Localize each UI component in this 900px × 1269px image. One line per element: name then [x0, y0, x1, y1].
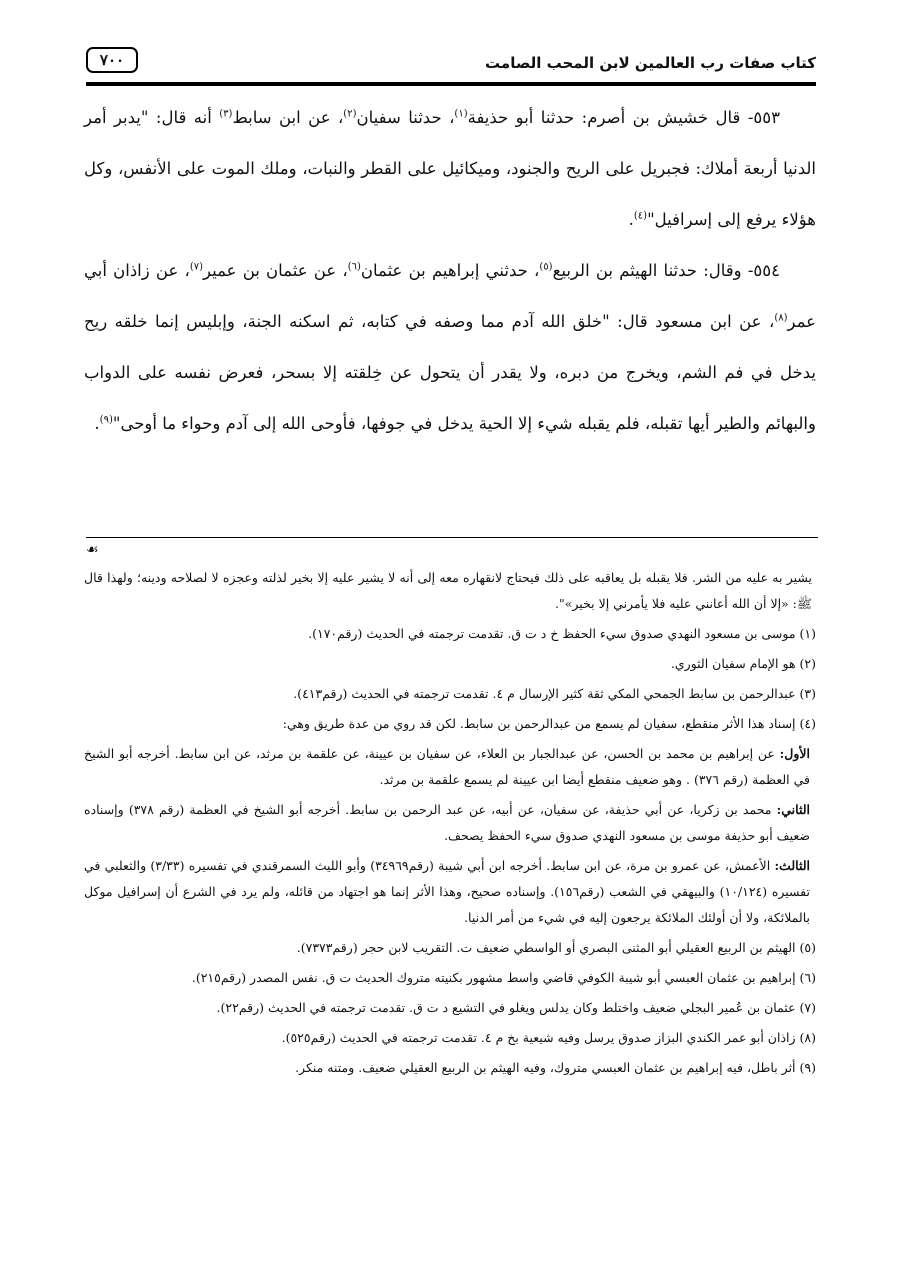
footnote-ref: (٣)	[219, 108, 233, 120]
footnote-5: (٥) الهيثم بن الربيع العقيلي أبو المثنى البصري أو الواسطي ضعيف ت. التقريب لابن حجر (رقم٧٣٧٣).	[296, 940, 816, 955]
text-segment: ولهذا قال ﷺ: «إلا أن الله أعانني عليه فلا يأمرني إلا بخير»".	[84, 570, 812, 611]
footnotes	[84, 565, 816, 1085]
text-segment: ، عن عثمان بن عمير	[203, 261, 348, 280]
text-segment: .	[94, 414, 100, 433]
footnote-ref: (٧)	[189, 261, 204, 273]
route-label: الثالث:	[774, 858, 810, 873]
book-title: كتاب صفات رب العالمين لابن المحب الصامت	[485, 54, 816, 72]
text-segment: ، عن ابن سابط	[232, 108, 344, 127]
fleuron-icon: ☙	[86, 542, 99, 558]
footnote-ref: (٢)	[343, 108, 357, 120]
text-segment: أنه قال: "يدبر أمر الدنيا أربعة أملاك: فجبريل على الريح والجنود، وميكائيل على القطر والنبات، وملك الموت على الأنفس، وكل هؤلاء يرفع إلى إسرافيل"	[84, 108, 816, 229]
text-segment: يشير به عليه من الشر. فلا يقبله بل يعاقبه على ذلك فيحتاج لانقهاره معه إلى أنه لا يشير عليه إلا بخير لذلته وعجزه لا لصلاحه ودينه؛	[137, 570, 813, 585]
footnote-ref: (٤)	[633, 210, 648, 222]
footnote-1: (١) موسى بن مسعود النهدي صدوق سيء الحفظ خ د ت ق. تقدمت ترجمته في الحديث (رقم١٧٠).	[308, 626, 816, 641]
route-label: الأول:	[779, 746, 810, 761]
footnote-3: (٣) عبدالرحمن بن سابط الجمحي المكي ثقة كثير الإرسال م ٤. تقدمت ترجمته في الحديث (رقم٤١٣).	[293, 686, 816, 701]
footnote-2: (٢) هو الإمام سفيان الثوري.	[670, 656, 816, 671]
footnote-divider	[86, 537, 818, 538]
text-segment: ، عن زاذان أبي عمر	[84, 261, 816, 331]
text-segment: ، حدثني إبراهيم بن عثمان	[360, 261, 540, 280]
text-segment: ٥٥٤- وقال: حدثنا الهيثم بن الربيع	[552, 261, 780, 280]
text-segment: ٥٥٣- قال خشيش بن أصرم: حدثنا أبو حذيفة	[467, 108, 781, 127]
footnote-9: (٩) أثر باطل، فيه إبراهيم بن عثمان العبسي متروك، وفيه الهيثم بن الربيع العقيلي ضعيف. ومتنه منكر.	[295, 1060, 816, 1075]
text-segment: الأعمش، عن عمرو بن مرة، عن ابن سابط. أخرجه ابن أبي شيبة (رقم٣٤٩٦٩) وأبو الليث السمرقندي في تفسيره (٣/٣٣) والثعلبي في تفسيره (١٠/١٢٤) والبيهقي في الشعب (رقم١٥٦). وإسناده صحيح، وهذا الأثر إنما هو اجتهاد من قائله، ولم يرد في الشرع أن إسرافيل موكل بالملائكة، ولا أن أولئك الملائكة يرجعون إليه في شيء من أمر الدنيا.	[84, 858, 810, 925]
footnote-7: (٧) عثمان بن عُمير البجلي ضعيف واختلط وكان يدلس ويغلو في التشيع د ت ق. تقدمت ترجمته في الحديث (رقم٢٢).	[216, 1000, 816, 1015]
footnote-4: (٤) إسناد هذا الأثر منقطع، سفيان لم يسمع من عبدالرحمن بن سابط. لكن قد روي من عدة طريق وهي:	[282, 716, 816, 731]
main-text	[84, 92, 816, 449]
text-segment: ، عن ابن مسعود قال: "خلق الله آدم مما وصفه في كتابه، ثم اسكنه الجنة، وإبليس إنما خلقه ريح يدخل في فم الشم، ويخرج من دبره، ولا يقدر أن يتحول عن خِلقته إلا بسحر، فعرض نفسه على الدواب والبهائم والطير أيها تقبله، فلم يقبله شيء إلا الحية يدخل في جوفها، فأوحى الله إلى آدم وحواء ما أوحى"	[84, 312, 816, 433]
footnote-ref: (١)	[454, 108, 468, 120]
footnote-6: (٦) إبراهيم بن عثمان العبسي أبو شيبة الكوفي قاضي واسط مشهور بكنيته متروك الحديث ت ق. نفس المصدر (رقم٢١٥).	[191, 970, 816, 985]
page-number: ٧٠٠	[86, 47, 138, 73]
footnote-8: (٨) زاذان أبو عمر الكندي البزاز صدوق يرسل وفيه شيعية بخ م ٤. تقدمت ترجمته في الحديث (رقم٥٢٥).	[281, 1030, 816, 1045]
text-segment: .	[628, 210, 634, 229]
footnote-continuation	[84, 565, 816, 617]
text-segment: ، حدثنا سفيان	[356, 108, 455, 127]
narration-553	[84, 92, 816, 245]
footnote-4-route-1	[84, 741, 816, 793]
page-header	[86, 44, 816, 86]
footnote-4-route-3	[84, 853, 816, 931]
text-segment: عن إبراهيم بن محمد بن الحسن، عن عبدالجبار بن العلاء، عن سفيان بن عيينة، عن علقمة بن مرثد، عن ابن سابط. أخرجه أبو الشيخ في العظمة (رقم ٣٧٦) . وهو ضعيف منقطع أيضا ابن عيينة لم يسمع علقمة بن مرثد.	[84, 746, 810, 787]
footnote-ref: (٥)	[539, 261, 553, 273]
footnote-4-route-2	[84, 797, 816, 849]
footnote-ref: (٦)	[347, 261, 361, 273]
footnote-ref: (٨)	[774, 312, 788, 324]
footnote-ref: (٩)	[99, 414, 113, 426]
route-label: الثاني:	[776, 802, 810, 817]
text-segment: محمد بن زكريا، عن أبي حذيفة، عن سفيان، عن أبيه، عن عبد الرحمن بن سابط. أخرجه أبو الشيخ في العظمة (رقم ٣٧٨) وإسناده ضعيف أبو حذيفة موسى بن مسعود النهدي صدوق سيء الحفظ يصحف.	[84, 802, 810, 843]
narration-554	[84, 245, 816, 449]
